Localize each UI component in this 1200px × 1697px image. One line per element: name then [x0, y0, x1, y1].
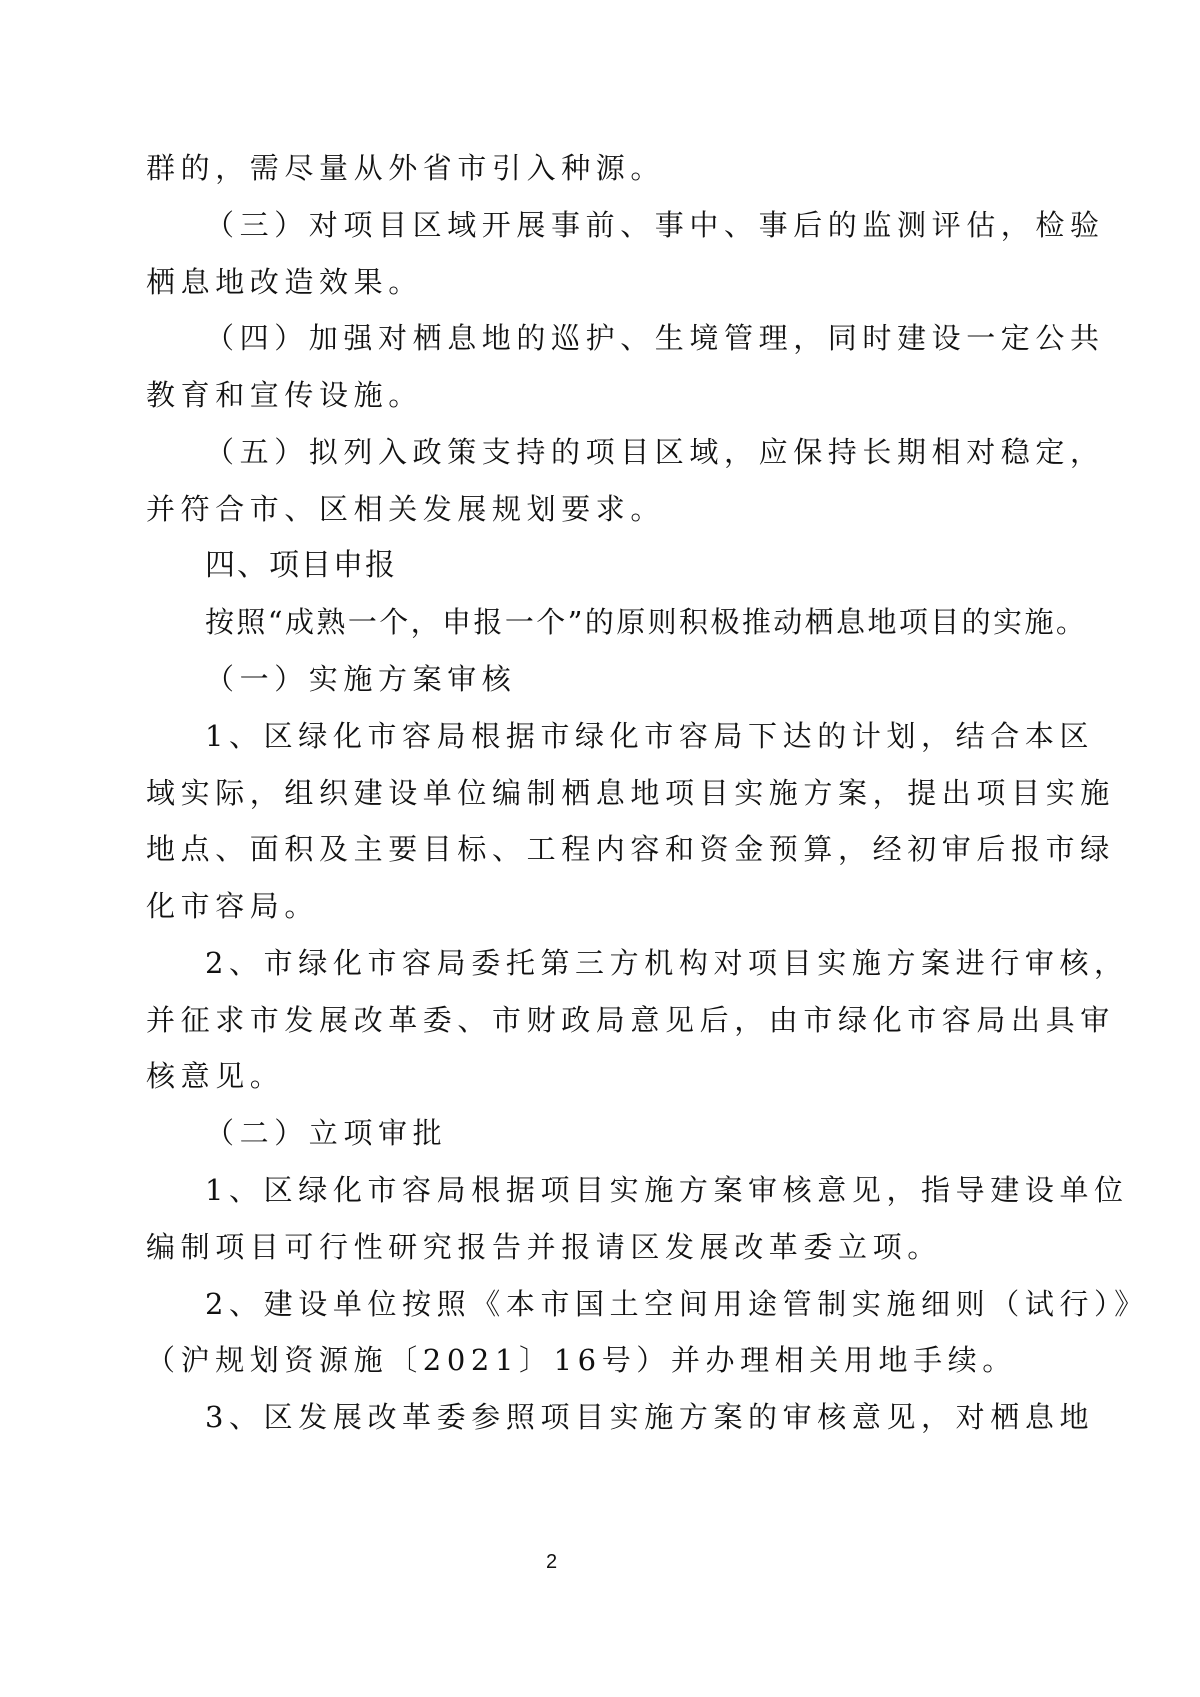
paragraph-line: 地点、面积及主要目标、工程内容和资金预算，经初审后报市绿	[146, 832, 1115, 866]
page-number: 2	[545, 1551, 558, 1573]
paragraph-line: 栖息地改造效果。	[146, 265, 423, 299]
paragraph-line: 域实际，组织建设单位编制栖息地项目实施方案，提出项目实施	[146, 776, 1115, 810]
paragraph-line: 群的，需尽量从外省市引入种源。	[146, 151, 666, 185]
paragraph-line: （三）对项目区域开展事前、事中、事后的监测评估，检验	[205, 208, 1105, 242]
paragraph-line: 教育和宣传设施。	[146, 378, 423, 412]
paragraph-line: （沪规划资源施〔2021〕16号）并办理相关用地手续。	[146, 1343, 1017, 1377]
paragraph-line: 1、区绿化市容局根据项目实施方案审核意见，指导建设单位	[205, 1173, 1129, 1207]
paragraph-line: 化市容局。	[146, 889, 320, 923]
paragraph-line: 按照“成熟一个，申报一个”的原则积极推动栖息地项目的实施。	[205, 605, 1088, 639]
subsection-heading: （一）实施方案审核	[205, 662, 517, 696]
paragraph-line: 2、建设单位按照《本市国土空间用途管制实施细则（试行）》	[205, 1287, 1149, 1321]
paragraph-line: （四）加强对栖息地的巡护、生境管理，同时建设一定公共	[205, 321, 1105, 355]
paragraph-line: 2、市绿化市容局委托第三方机构对项目实施方案进行审核，	[205, 946, 1129, 980]
section-heading: 四、项目申报	[205, 548, 397, 583]
paragraph-line: 3、区发展改革委参照项目实施方案的审核意见，对栖息地	[205, 1400, 1095, 1434]
paragraph-line: 核意见。	[146, 1059, 285, 1093]
paragraph-line: 1、区绿化市容局根据市绿化市容局下达的计划，结合本区	[205, 719, 1095, 753]
paragraph-line: 编制项目可行性研究报告并报请区发展改革委立项。	[146, 1230, 942, 1264]
subsection-heading: （二）立项审批	[205, 1116, 448, 1150]
paragraph-line: 并符合市、区相关发展规划要求。	[146, 492, 666, 526]
paragraph-line: （五）拟列入政策支持的项目区域，应保持长期相对稳定，	[205, 435, 1105, 469]
paragraph-line: 并征求市发展改革委、市财政局意见后，由市绿化市容局出具审	[146, 1003, 1115, 1037]
